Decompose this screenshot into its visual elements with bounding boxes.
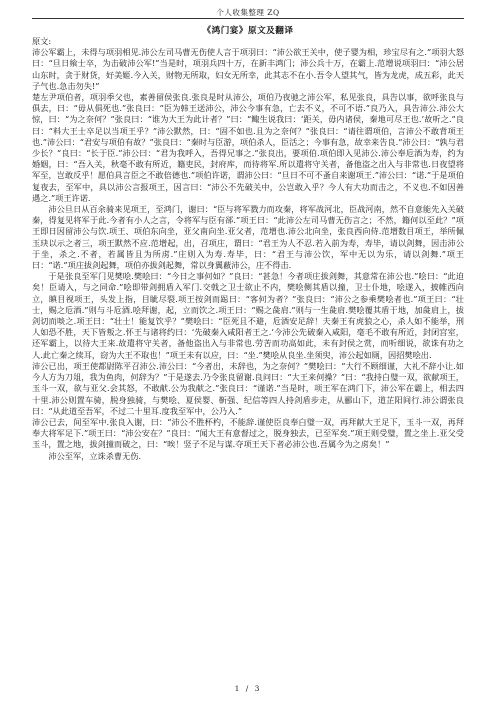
page-header: 个人收集整理 ZQ (216, 8, 280, 17)
document-title: 《鸿门宴》原文及翻译 (202, 26, 294, 36)
page-number: 1 / 3 (234, 684, 262, 693)
paragraph-5: 沛公已出，项王使都尉陈平召沛公.沛公曰：“今者出，未辞也，为之奈何？”樊哙曰：“大行不顾细谨，大礼不辞小让.如今人方为刀俎，我为鱼肉，何辞为？”于是遂去.乃令张良留谢.良问曰：“大王来何操？”曰：“我持白璧一双，欲献项王，玉斗一双，欲与亚父.会其怒，不敢献.公为我献之.”张良曰：“谨诺.”当是时，项王军在鸿门下，沛公军在霸上，相去四十里.沛公则置车骑，脱身独骑，与樊哙、夏侯婴、靳强、纪信等四人持剑盾步走，从郦山下，道芷阳间行.沛公谓张良曰：“从此道至吾军，不过二十里耳.度我至军中，公乃入.” (32, 360, 464, 416)
paragraph-3: 沛公旦日从百余骑来见项王，至鸿门，谢曰：“臣与将军戮力而攻秦，将军战河北，臣战河南，然不自意能先入关破秦，得复见将军于此.今者有小人之言，令将军与臣有郤.”项王曰：“此沛公左司马曹无伤言之；不然，籍何以至此？”项王即日因留沛公与饮.项王、项伯东向坐，亚父南向坐.亚父者，范增也.沛公北向坐，张良西向侍.范增数目项王，举所佩玉玦以示之者三，项王默然不应.范增起，出，召项庄，谓曰：“君王为人不忍.若入前为寿，寿毕，请以剑舞，因击沛公于坐，杀之.不者，若属皆且为所虏.”庄则入为寿.寿毕，曰：“君王与沛公饮，军中无以为乐，请以剑舞.”项王曰：“诺.”项庄拔剑起舞，项伯亦拔剑起舞，常以身翼蔽沛公，庄不得击. (32, 204, 464, 271)
document-body (32, 36, 464, 462)
paragraph-1: 沛公军霸上，未得与项羽相见.沛公左司马曹无伤使人言于项羽曰：“沛公欲王关中，使子婴为相，珍宝尽有之.”项羽大怒曰：“旦日飨士卒，为击破沛公军!”当是时，项羽兵四十万，在新丰鸿门；沛公兵十万，在霸上.范增说项羽曰：“沛公居山东时，贪于财货，好美姬.今入关，财物无所取，妇女无所幸，此其志不在小.吾令人望其气，皆为龙虎，成五彩，此天子气也.急击勿失!” (32, 47, 464, 91)
paragraph-6: 沛公已去，间至军中.张良入谢，曰：“沛公不胜杯杓，不能辞.谨使臣良奉白璧一双，再拜献大王足下，玉斗一双，再拜奉大将军足下.”项王曰：“沛公安在？”良曰：“闻大王有意督过之，脱身独去，已至军矣.”项王则受璧，置之坐上.亚父受玉斗，置之地，拔剑撞而破之，曰：“唉！竖子不足与谋.夺项王天下者必沛公也.吾属今为之虏矣！” (32, 416, 464, 450)
paragraph-7: 沛公至军，立诛杀曹无伤. (48, 450, 142, 461)
header-rule (32, 18, 464, 19)
section-label: 原文: (32, 36, 52, 46)
paragraph-2: 楚左尹项伯者，项羽季父也，素善留侯张良.张良是时从沛公，项伯乃夜驰之沛公军，私见张良，具告以事，欲呼张良与俱去，曰：“毋从俱死也.”张良曰：“臣为韩王送沛公，沛公今事有急，亡去不义，不可不语.”良乃入，具告沛公.沛公大惊，曰：“为之奈何？”张良曰：“谁为大王为此计者？”曰：“鲰生说我曰：‘距关，毋内诸侯，秦地可尽王也.’故听之.”良曰：“料大王士卒足以当项王乎？”沛公默然，曰：“固不如也.且为之奈何？”张良曰：“请往谓项伯，言沛公不敢背项王也.”沛公曰：“君安与项伯有故？”张良曰：“秦时与臣游，项伯杀人，臣活之；今事有急，故幸来告良.”沛公曰：“孰与君少长？”良曰：“长于臣.”沛公曰：“君为我呼入，吾得兄事之.”张良出，要项伯.项伯即入见沛公.沛公奉卮酒为寿，约为婚姻，曰：“吾入关，秋毫不敢有所近，籍吏民，封府库，而待将军.所以遣将守关者，备他盗之出入与非常也.日夜望将军至，岂敢反乎！愿伯具言臣之不敢倍德也.”项伯许诺，谓沛公曰：“旦日不可不蚤自来谢项王.”沛公曰：“诺.”于是项伯复夜去，至军中，具以沛公言报项王，因言曰：“沛公不先破关中，公岂敢入乎？今人有大功而击之，不义也.不如因善遇之.”项王许诺. (32, 92, 464, 203)
paragraph-4: 于是张良至军门见樊哙.樊哙曰：“今日之事何如？”良曰：“甚急！今者项庄拔剑舞，其意常在沛公也.”哙曰：“此迫矣！臣请入，与之同命.”哙即带剑拥盾入军门.交戟之卫士欲止不内，樊哙侧其盾以撞，卫士仆地，哙遂入，披帷西向立，瞋目视项王，头发上指，目眦尽裂.项王按剑而跽曰：“客何为者？”张良曰：“沛公之参乘樊哙者也.”项王曰：“壮士，赐之卮酒.”则与斗卮酒.哙拜谢，起，立而饮之.项王曰：“赐之彘肩.”则与一生彘肩.樊哙覆其盾于地，加彘肩上，拔剑切而啖之.项王曰：“壮士！能复饮乎？”樊哙曰：“臣死且不避，卮酒安足辞！夫秦王有虎狼之心，杀人如不能举，刑人如恐不胜，天下皆叛之.怀王与诸将约曰：‘先破秦入咸阳者王之.’今沛公先破秦入咸阳，毫毛不敢有所近，封闭宫室，还军霸上，以待大王来.故遣将守关者，备他盗出入与非常也.劳苦而功高如此，未有封侯之赏，而听细说，欲诛有功之人.此亡秦之续耳，窃为大王不取也！”项王未有以应，曰：“坐.”樊哙从良坐.坐须臾，沛公起如厕，因招樊哙出. (32, 271, 464, 360)
